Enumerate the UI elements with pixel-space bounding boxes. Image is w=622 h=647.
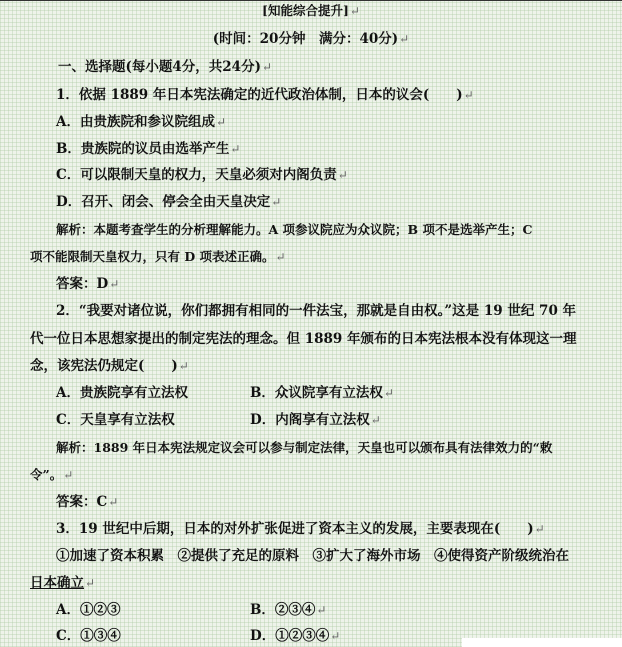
q3-option-b: B．②③④↵ (250, 602, 327, 618)
q2-stem-line1: 2．“我要对诸位说，你们都拥有相同的一件法宝，那就是自由权。”这是 19 世纪 70 年 (56, 303, 577, 319)
q1-option-d: D．召开、闭会、停会全由天皇决定↵ (56, 194, 282, 210)
q2-option-d: D．内阁享有立法权↵ (250, 412, 381, 428)
q2-analysis-line2: 令”。↵ (30, 467, 74, 482)
q2-stem-line3: 念，该宪法仍规定( )↵ (30, 358, 189, 374)
q3-items-line1: ①加速了资本积累 ②提供了充足的原料 ③扩大了海外市场 ④使得资产阶级统治在 (56, 548, 569, 564)
q1-stem: 1．依据 1889 年日本宪法确定的近代政治体制，日本的议会( )↵ (56, 87, 474, 103)
section-title: [知能综合提升]↵ (262, 3, 360, 18)
q3-option-c: C．①③④ (56, 628, 121, 644)
time-note: (时间：20分钟 满分：40分)↵ (212, 31, 410, 47)
q1-option-a: A．由贵族院和参议院组成↵ (56, 114, 227, 130)
q1-option-c: C．可以限制天皇的权力，天皇必须对内阁负责↵ (56, 167, 348, 183)
corner-blank-area (462, 638, 622, 647)
q2-stem-line2: 代一位日本思想家提出的制定宪法的理念。但 1889 年颁布的日本宪法根本没有体现这一理 (30, 331, 577, 347)
q2-option-c: C．天皇享有立法权 (56, 412, 175, 428)
q1-analysis-line1: 解析：本题考查学生的分析理解能力。A 项参议院应为众议院；B 项不是选举产生；C (56, 222, 533, 237)
q2-answer: 答案：C↵ (56, 494, 119, 510)
q3-items-line2: 日本确立↵ (30, 575, 96, 591)
q1-answer: 答案：D↵ (56, 276, 120, 292)
q2-analysis-line1: 解析：1889 年日本宪法规定议会可以参与制定法律，天皇也可以颁布具有法律效力的“敕 (56, 440, 553, 455)
frame-top-border (0, 0, 622, 1)
q2-option-a: A．贵族院享有立法权 (56, 385, 188, 401)
q3-option-a: A．①②③ (56, 602, 121, 618)
q3-stem: 3．19 世纪中后期，日本的对外扩张促进了资本主义的发展，主要表现在( )↵ (56, 521, 545, 537)
q1-option-b: B．贵族院的议员由选举产生↵ (56, 141, 241, 157)
q1-analysis-line2: 项不能限制天皇权力，只有 D 项表述正确。↵ (30, 249, 286, 264)
q2-option-b: B．众议院享有立法权↵ (250, 385, 394, 401)
q3-option-d: D．①②③④↵ (250, 628, 341, 644)
section-heading: 一、选择题(每小题4分，共24分)↵ (58, 59, 273, 75)
